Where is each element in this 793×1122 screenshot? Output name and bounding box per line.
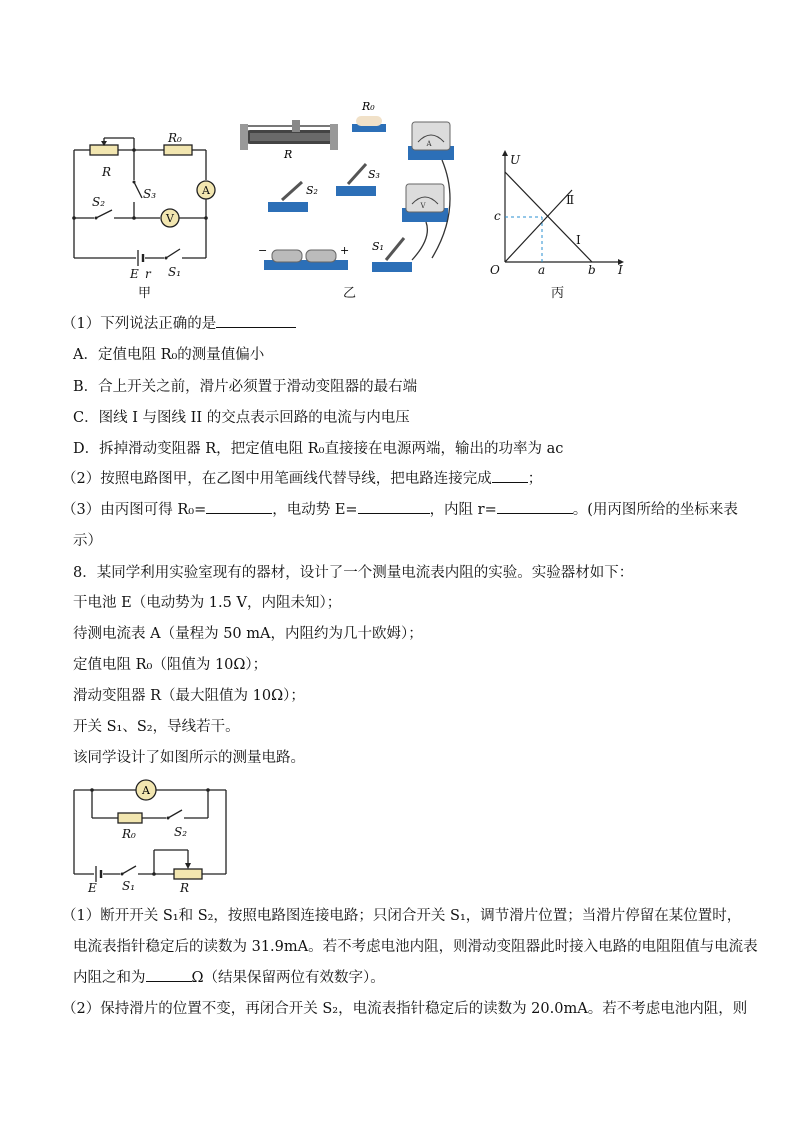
yi-label-S1: S₁ bbox=[372, 240, 384, 253]
yi-label-plus: + bbox=[340, 244, 350, 257]
caption-yi: 乙 bbox=[343, 286, 357, 301]
circuit-diagram-jia bbox=[68, 131, 218, 281]
label-E: E bbox=[88, 881, 97, 895]
q7-part1: （1）下列说法正确的是 bbox=[62, 312, 296, 333]
rheostat-R bbox=[174, 869, 202, 879]
switch-S1 bbox=[166, 249, 180, 258]
battery-device bbox=[264, 250, 348, 270]
q8-item-battery: 干电池 E（电动势为 1.5 V，内阻未知）； bbox=[73, 595, 342, 611]
q7-part3-cont: 示） bbox=[73, 533, 102, 549]
voltmeter-V: V bbox=[166, 212, 174, 225]
caption-bing: 丙 bbox=[551, 286, 565, 301]
rheostat-R bbox=[90, 145, 118, 155]
caption-jia: 甲 bbox=[138, 286, 152, 301]
label-R0: R₀ bbox=[168, 131, 182, 145]
label-I-axis: I bbox=[618, 263, 623, 277]
q7-option-c: C．图线 I 与图线 II 的交点表示回路的电流与内电压 bbox=[73, 410, 410, 426]
apparatus-diagram-yi bbox=[236, 98, 468, 283]
label-S2: S₂ bbox=[174, 825, 188, 839]
label-c: c bbox=[494, 209, 501, 223]
q7-part3: （3）由丙图可得 R₀= ，电动势 E= ，内阻 r= 。(用丙图所给的坐标来表 bbox=[62, 498, 738, 519]
switch-S2 bbox=[168, 810, 182, 818]
line-II bbox=[505, 190, 575, 262]
q8-part1-line2: 电流表指针稳定后的读数为 31.9mA。若不考虑电池内阻，则滑动变阻器此时接入电路的电阻阻值与电流表 bbox=[73, 939, 758, 955]
svg-text:V: V bbox=[420, 202, 426, 210]
rheostat-device bbox=[240, 120, 338, 150]
resistor-R0-device bbox=[352, 116, 386, 132]
resistor-R0 bbox=[118, 813, 142, 823]
q8-part1-line3: 内阻之和为 Ω（结果保留两位有效数字）。 bbox=[73, 966, 385, 987]
q8-design: 该同学设计了如图所示的测量电路。 bbox=[73, 750, 305, 766]
yi-label-S3: S₃ bbox=[368, 168, 380, 181]
svg-text:A: A bbox=[426, 140, 432, 148]
label-R0: R₀ bbox=[122, 827, 136, 841]
q7-option-b: B．合上开关之前，滑片必须置于滑动变阻器的最右端 bbox=[73, 379, 418, 395]
label-R: R bbox=[180, 881, 190, 895]
label-S3: S₃ bbox=[143, 187, 157, 201]
circuit-diagram-q8 bbox=[68, 770, 238, 896]
switch-S3 bbox=[134, 182, 142, 198]
label-line-II: Ⅱ bbox=[566, 193, 575, 207]
answer-blank[interactable] bbox=[146, 967, 192, 982]
answer-blank-R0[interactable] bbox=[206, 499, 272, 514]
label-S1: S₁ bbox=[122, 879, 136, 893]
resistor-R0 bbox=[164, 145, 192, 155]
answer-blank[interactable] bbox=[216, 313, 296, 328]
yi-label-S2: S₂ bbox=[306, 184, 318, 197]
q8-item-ammeter: 待测电流表 A（量程为 50 mA，内阻约为几十欧姆）； bbox=[73, 626, 423, 642]
switch-S1 bbox=[122, 866, 136, 874]
label-r: r bbox=[145, 267, 151, 281]
label-E: E bbox=[130, 267, 139, 281]
ui-graph-bing bbox=[480, 150, 630, 280]
q8-part2-line1: （2）保持滑片的位置不变，再闭合开关 S₂，电流表指针稳定后的读数为 20.0mA。若不考虑电池内阻，则 bbox=[62, 1001, 748, 1017]
q7-option-d: D．拆掉滑动变阻器 R，把定值电阻 R₀直接接在电源两端，输出的功率为 ac bbox=[73, 441, 564, 457]
label-b: b bbox=[588, 263, 596, 277]
ammeter-device bbox=[408, 122, 454, 160]
yi-label-R: R bbox=[284, 148, 293, 161]
switch-S2 bbox=[96, 210, 112, 218]
label-line-I: I bbox=[576, 233, 581, 247]
switch-S2-device bbox=[268, 182, 308, 212]
answer-blank-E[interactable] bbox=[358, 499, 430, 514]
ammeter-A: A bbox=[202, 184, 210, 197]
q8-part1-line1: （1）断开开关 S₁和 S₂，按照电路图连接电路；只闭合开关 S₁，调节滑片位置；当滑片停留在某位置时， bbox=[62, 908, 742, 924]
q8-item-switches: 开关 S₁、S₂，导线若干。 bbox=[73, 719, 240, 735]
answer-blank-r[interactable] bbox=[497, 499, 573, 514]
q8-item-r0: 定值电阻 R₀（阻值为 10Ω）； bbox=[73, 657, 268, 673]
label-U: U bbox=[510, 153, 521, 167]
yi-label-R0: R₀ bbox=[362, 100, 375, 113]
yi-label-minus: − bbox=[258, 244, 268, 257]
answer-blank[interactable] bbox=[492, 468, 528, 483]
label-a: a bbox=[538, 263, 546, 277]
q8-item-rheostat: 滑动变阻器 R（最大阻值为 10Ω）； bbox=[73, 688, 305, 704]
label-O: O bbox=[490, 263, 500, 277]
label-S2: S₂ bbox=[92, 195, 106, 209]
label-S1: S₁ bbox=[168, 265, 182, 279]
q7-option-a: A．定值电阻 R₀的测量值偏小 bbox=[73, 347, 265, 363]
q7-part2: （2）按照电路图甲，在乙图中用笔画线代替导线，把电路连接完成 ； bbox=[62, 467, 542, 488]
ammeter-A: A bbox=[142, 784, 150, 797]
label-R: R bbox=[102, 165, 112, 179]
q8-intro: 8．某同学利用实验室现有的器材，设计了一个测量电流表内阻的实验。实验器材如下： bbox=[73, 565, 634, 581]
voltmeter-device bbox=[402, 184, 448, 222]
